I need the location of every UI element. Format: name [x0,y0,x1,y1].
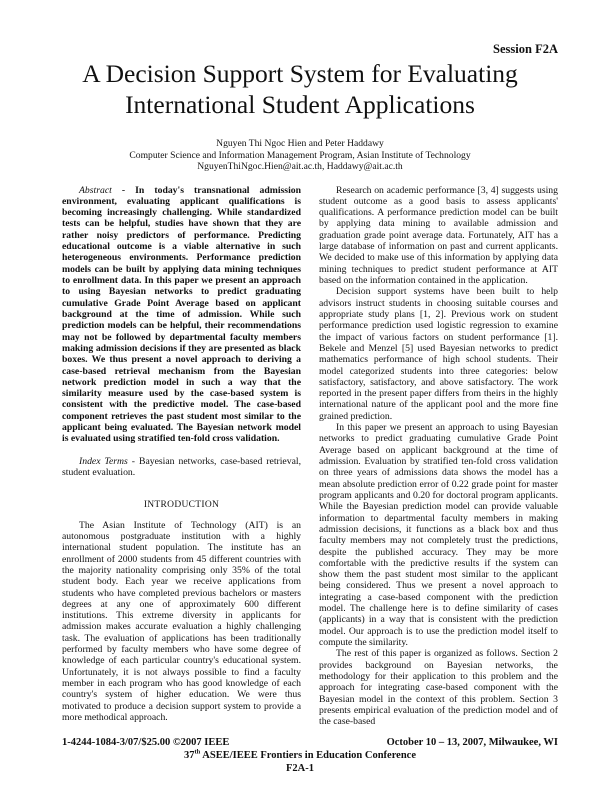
section-heading-introduction: INTRODUCTION [143,500,220,511]
index-terms-text: - Bayesian networks, case-based retrieval, student evaluation. [62,455,301,478]
author-emails[interactable]: NguyenThiNgoc.Hien@ait.ac.th, Haddawy@ait.ac.th [197,161,403,172]
footer-date: October 10 – 13, 2007, Milwaukee, WI [386,736,558,748]
right-column [319,185,558,728]
footer-row [62,736,558,749]
author-block [0,138,600,173]
body-columns [62,185,558,728]
paragraph: In this paper we present an approach to using Bayesian networks to predict graduating cumulative Grade Point Average based on applicant background at the time of admission. Evaluation by stratified ten-fold cross validation on three years of admissions data shows the model has a mean absolute prediction error of 0.22 grade point for master program applicants and 0.20 for doctoral program applicants. While the Bayesian prediction model can provide valuable information to departmental faculty members in making admission decisions, it functions as a black box and thus faculty members may not completely trust the predictions, despite the published accuracy. They may be more comfortable with the predictive results if the system can show them the past student most similar to the applicant being considered. Thus we present a novel approach to integrating a case-based component with the prediction model. The challenge here is to define similarity of cases (applicants) in a way that is consistent with the prediction model. Our approach is to use the prediction model itself to compute the similarity. [319,422,558,648]
abstract-label: Abstract [79,184,112,196]
author-affiliation: Computer Science and Information Management Program, Asian Institute of Technology [129,149,471,161]
paper-title [0,58,600,120]
conf-name: ASEE/IEEE Frontiers in Education Conference [200,749,417,761]
session-label: Session F2A [493,42,558,56]
paragraph: The rest of this paper is organized as follows. Section 2 provides background on Bayesian networks, the methodology for their application to this problem and the approach for integrating case-based component with the Bayesian model in the context of this problem. Section 3 presents empirical evaluation of the prediction model and of the case-based [319,648,558,728]
title-line-1: A Decision Support System for Evaluating [82,59,518,88]
title-line-2: International Student Applications [125,90,475,119]
page-number: F2A-1 [286,762,314,774]
index-terms-label: Index Terms [79,455,128,467]
abstract [62,185,301,445]
paragraph: The Asian Institute of Technology (AIT) is an autonomous postgraduate institution with a highly international student population. The institute has an enrollment of 2000 students from 45 different countries with the majority nationality comprising only 35% of the total student body. Each year we receive applications from students who have completed previous bachelors or masters degrees at any one of approximately 600 different institutions. This extreme diversity in applicants for admission makes accurate evaluation a highly challenging task. The evaluation of applications has been traditionally performed by faculty members who have some degree of knowledge of each particular country's educational system. Unfortunately, it is not always possible to find a faculty member in each program who has good knowledge of each country's system of higher education. We were thus motivated to produce a decision support system to provide a more methodical approach. [62,519,301,723]
footer-isbn: 1-4244-1084-3/07/$25.00 ©2007 IEEE [62,736,230,748]
paragraph: Research on academic performance [3, 4] suggests using student outcome as a good basis to assess applicants' qualifications. A performance prediction model can be built by applying data mining to available admission and graduation grade point average data. Fortunately, AIT has a large database of information on past and current applicants. We decided to make use of this information by applying data mining techniques to predict student performance at AIT based on the information contained in the application. [319,184,558,286]
author-names: Nguyen Thi Ngoc Hien and Peter Haddawy [216,138,384,149]
conf-ordinal: th [194,748,201,755]
index-terms [62,456,301,479]
footer-conference [0,749,600,762]
abstract-text: - In today's transnational admission environment, evaluating applicant qualifications is becoming increasingly challenging. While standardized tests can be helpful, studies have shown that they are rather noisy predictors of performance. Predicting educational outcome is a viable alternative in such heterogeneous environments. Performance prediction models can be built by applying data mining techniques to enrollment data. In this paper we present an approach to using Bayesian networks to predict graduating cumulative Grade Point Average based on applicant background at the time of admission. While such prediction models can be helpful, their recommendations may not be followed by departmental faculty members making admission decisions if they are presented as black boxes. We thus present a novel approach to deriving a case-based retrieval mechanism from the Bayesian network prediction model in such a way that the similarity measure used by the case-based system is consistent with the predictive model. The case-based component retrieves the past student most similar to the applicant being evaluated. The Bayesian network model is evaluated using stratified ten-fold cross validation. [62,184,301,445]
footer [62,736,558,775]
paragraph: Decision support systems have been built to help advisors instruct students in choosing suitable courses and appropriate study plans [1, 2]. Previous work on student performance prediction used logistic regression to examine the impact of various factors on student performance [1]. Bekele and Menzel [5] used Bayesian networks to predict mathematics performance of high school students. Their model categorized students into three categories: below satisfactory, satisfactory, and above satisfactory. The work reported in the present paper differs from theirs in the highly international nature of the applicant pool and the more fine grained prediction. [319,286,558,422]
left-column [62,185,301,724]
conf-number: 37 [183,749,195,761]
